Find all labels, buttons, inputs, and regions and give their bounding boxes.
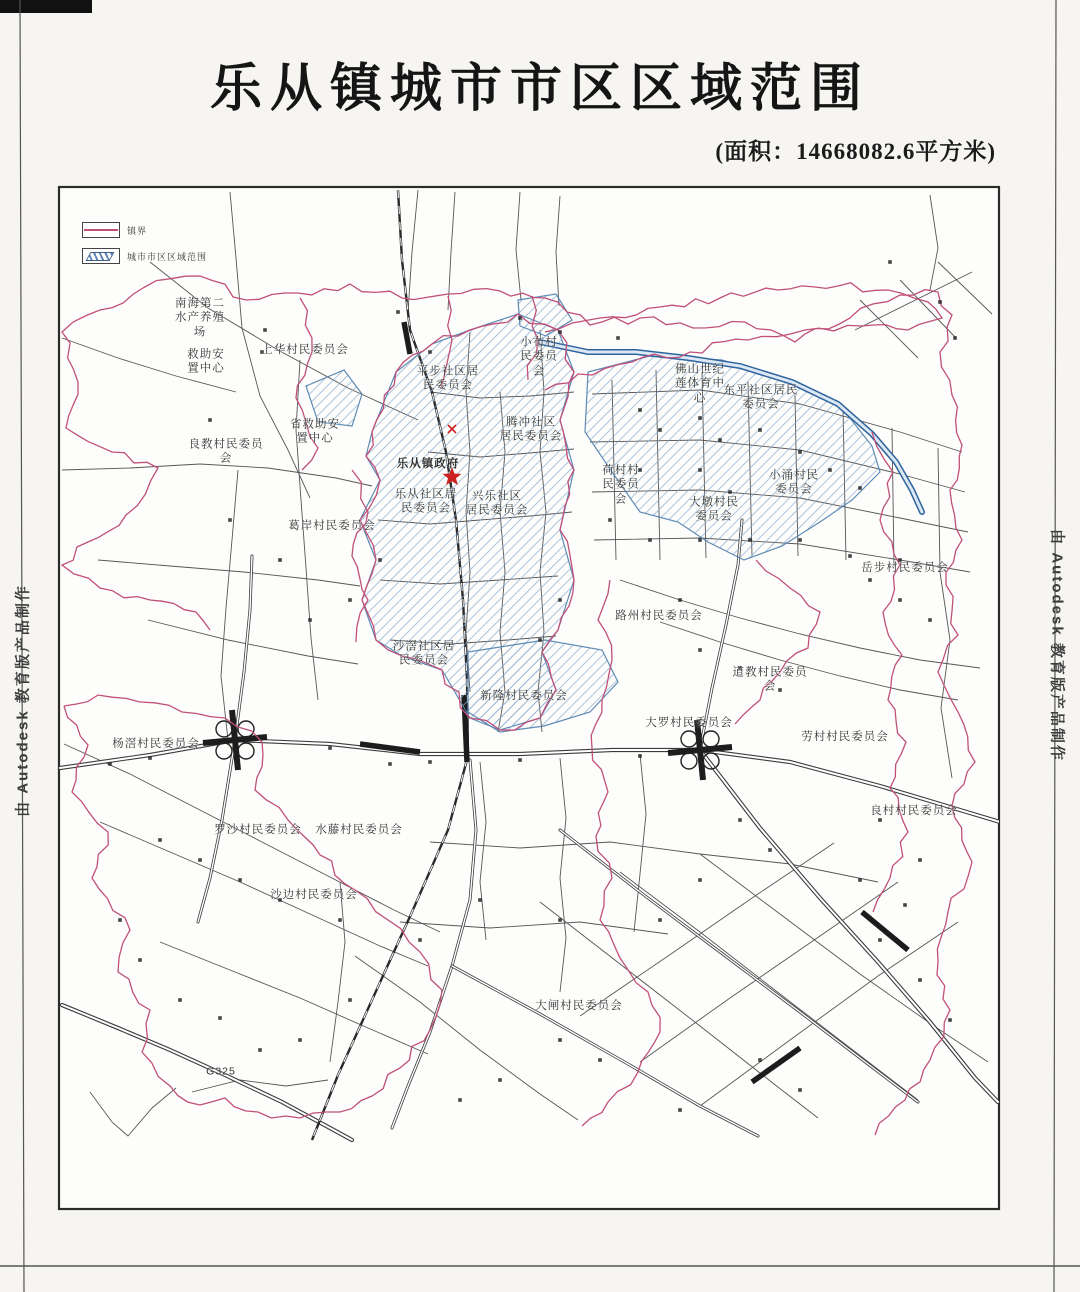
urban-area-symbol-icon bbox=[82, 248, 120, 264]
map-label-10: 乐从社区居 民委员会 bbox=[394, 488, 458, 515]
map-label-3: 平步社区居 民委员会 bbox=[416, 365, 480, 392]
map-header bbox=[0, 0, 1080, 166]
town-boundary-symbol-icon bbox=[82, 222, 120, 238]
government-label: 乐从镇政府 bbox=[396, 457, 460, 470]
autodesk-watermark-left: 由 Autodesk 教育版产品制作 bbox=[14, 584, 32, 817]
map-label-4: 小布村 民委员 会 bbox=[520, 336, 558, 378]
map-label-24: 杨滘村民委员会 bbox=[112, 737, 200, 750]
map-label-20: 道教村民委员 会 bbox=[732, 666, 808, 693]
map-label-9: 良教村民委员 会 bbox=[188, 438, 264, 465]
map-label-0: 南海第二 水产养殖 场 bbox=[175, 297, 225, 339]
map-label-1: 救助安 置中心 bbox=[187, 348, 225, 375]
map-label-6: 东平社区居民 委员会 bbox=[723, 384, 799, 411]
map-label-19: 新隆村民委员会 bbox=[480, 689, 568, 702]
road-label-0: G325 bbox=[206, 1065, 236, 1078]
map-label-14: 大墩村民 委员会 bbox=[689, 496, 739, 523]
map-label-11: 兴乐社区 居民委员会 bbox=[465, 490, 529, 517]
map-label-22: 劳村村民委员会 bbox=[801, 730, 889, 743]
map-label-25: 罗沙村民委员会 bbox=[214, 823, 302, 836]
map-label-7: 腾冲社区 居民委员会 bbox=[499, 416, 563, 443]
map-label-5: 佛山世纪 莲体育中 心 bbox=[675, 363, 725, 405]
autodesk-watermark-right: 由 Autodesk 教育版产品制作 bbox=[1048, 529, 1066, 762]
map-label-17: 路州村民委员会 bbox=[615, 609, 703, 622]
legend-item-urban-area bbox=[82, 247, 207, 265]
map-label-28: 大闸村民委员会 bbox=[535, 999, 623, 1012]
legend-item-town-boundary bbox=[82, 221, 207, 239]
map-label-23: 良村村民委员会 bbox=[870, 804, 958, 817]
map-label-15: 小涌村民 委员会 bbox=[769, 469, 819, 496]
legend-label-urban-area: 城市市区区域范围 bbox=[127, 251, 208, 262]
area-subtitle: (面积：14668082.6平方米) bbox=[715, 139, 996, 164]
map-label-2: 上华村民委员会 bbox=[261, 343, 349, 356]
map-label-18: 沙滘社区居 民委员会 bbox=[392, 640, 456, 667]
map-label-12: 葛岸村民委员会 bbox=[288, 519, 376, 532]
legend-label-town-boundary: 镇界 bbox=[127, 225, 148, 236]
map-legend bbox=[82, 221, 207, 273]
map-label-13: 荷村村 民委员 会 bbox=[602, 464, 640, 506]
map-label-26: 水藤村民委员会 bbox=[315, 823, 403, 836]
map-label-27: 沙边村民委员会 bbox=[270, 888, 358, 901]
map-label-16: 岳步村民委员会 bbox=[861, 561, 949, 574]
map-label-21: 大罗村民委员会 bbox=[645, 716, 733, 729]
map-label-8: 省救助安 置中心 bbox=[290, 418, 340, 445]
page-title: 乐从镇城市市区区域范围 bbox=[209, 60, 870, 118]
